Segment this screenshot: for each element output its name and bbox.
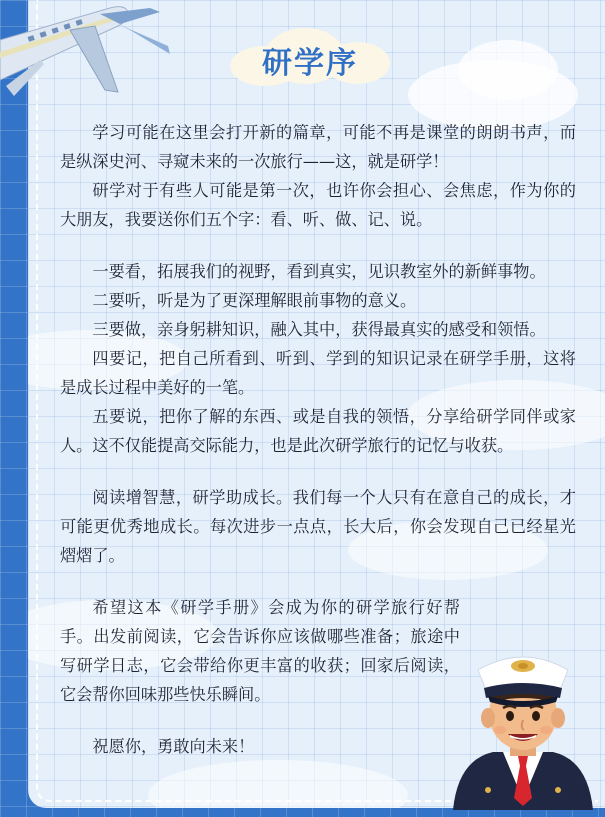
paragraph: 研学对于有些人可能是第一次，也许你会担心、会焦虑，作为你的大朋友，我要送你们五个字：看、听、做、记、说。	[60, 181, 576, 229]
cloud-decoration	[148, 760, 408, 808]
paragraph: 学习可能在这里会打开新的篇章，可能不再是课堂的朗朗书声，而是纵深史河、寻窥未来的一次旅行——这，就是研学！	[60, 123, 576, 171]
paragraph: 一要看，拓展我们的视野，看到真实，见识教室外的新鲜事物。	[92, 262, 546, 281]
paragraph: 二要听，听是为了更深理解眼前事物的意义。	[92, 291, 417, 310]
paragraph: 四要记，把自己所看到、听到、学到的知识记录在研学手册，这将是成长过程中美好的一笔。	[60, 349, 576, 397]
paragraph: 三要做，亲身躬耕知识，融入其中，获得最真实的感受和领悟。	[92, 320, 546, 339]
airplane-icon	[0, 0, 180, 120]
pilot-illustration	[448, 640, 598, 810]
page-title: 研学序	[262, 46, 358, 81]
cloud-decoration	[458, 40, 558, 100]
title-cloud	[230, 26, 390, 86]
paragraph: 祝愿你，勇敢向未来！	[92, 737, 255, 756]
paragraph: 阅读增智慧，研学助成长。我们每一个人只有在意自己的成长，才可能更优秀地成长。每次进步一点点，长大后，你会发现自己已经星光熠熠了。	[60, 488, 576, 565]
paragraph: 希望这本《研学手册》会成为你的研学旅行好帮手。出发前阅读，它会告诉你应该做哪些准备；旅途中写研学日志，它会带给你更丰富的收获；回家后阅读，它会帮你回味那些快乐瞬间。	[60, 598, 460, 704]
paragraph: 五要说，把你了解的东西、或是自我的领悟，分享给研学同伴或家人。这不仅能提高交际能力，也是此次研学旅行的记忆与收获。	[60, 407, 576, 455]
